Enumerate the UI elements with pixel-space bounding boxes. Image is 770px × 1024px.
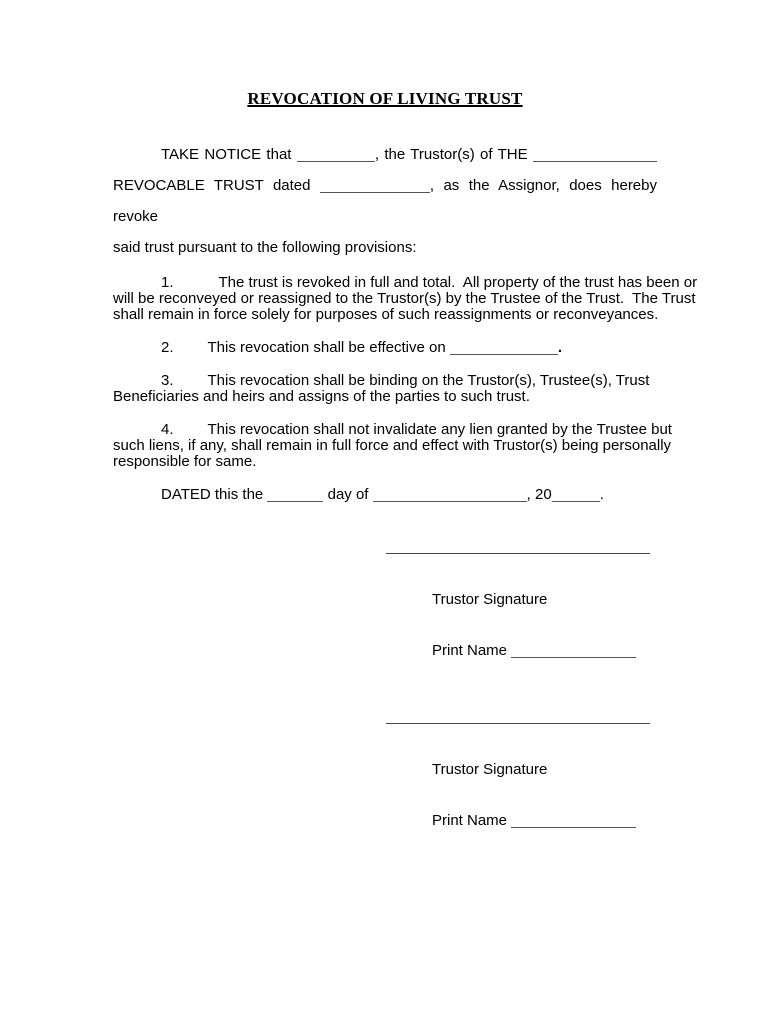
clause-1-text: The trust is revoked in full and total. All property of the trust has been or bbox=[218, 274, 698, 291]
signature-block-1 bbox=[386, 553, 650, 693]
clause-3-text: This revocation shall be binding on the Trustor(s), Trustee(s), Trust bbox=[207, 372, 650, 389]
clause-4-line-1 bbox=[113, 421, 672, 438]
opening-line-2 bbox=[113, 170, 657, 232]
dated-line bbox=[113, 487, 657, 503]
clause-4-text: This revocation shall not invalidate any lien granted by the Trustee but bbox=[207, 421, 672, 438]
print-name-blank-1[interactable] bbox=[511, 657, 636, 658]
print-name-label-1: Print Name bbox=[432, 642, 508, 659]
clause-4-number: 4. bbox=[161, 421, 174, 438]
clause-1 bbox=[113, 274, 698, 323]
clause-1-number: 1. bbox=[161, 274, 174, 291]
print-name-row-2 bbox=[432, 812, 650, 829]
clause-2 bbox=[113, 340, 657, 356]
trustor-name-blank[interactable] bbox=[297, 161, 375, 162]
clause-3-number: 3. bbox=[161, 372, 174, 389]
opening-line-1-mid-text: , the Trustor(s) of THE bbox=[374, 146, 528, 163]
signature-block-2-labels bbox=[386, 724, 650, 863]
dated-text: DATED this the bbox=[161, 486, 264, 503]
clause-1-line-3: shall remain in force solely for purposes of such reassignments or reconveyances. bbox=[113, 306, 659, 323]
clause-4 bbox=[113, 421, 672, 470]
opening-paragraph bbox=[113, 139, 657, 263]
dated-mid-text: day of bbox=[327, 486, 369, 503]
clause-3 bbox=[113, 373, 657, 405]
clause-2-line-1 bbox=[113, 340, 657, 356]
day-number-blank[interactable] bbox=[267, 501, 323, 502]
clause-4-line-3: responsible for same. bbox=[113, 453, 257, 470]
signature-block-1-labels bbox=[386, 554, 650, 693]
print-name-blank-2[interactable] bbox=[511, 827, 636, 828]
print-name-label-2: Print Name bbox=[432, 812, 508, 829]
clause-3-line-1 bbox=[113, 373, 657, 389]
year-blank[interactable] bbox=[552, 501, 600, 502]
signature-block-2 bbox=[386, 723, 650, 863]
clause-3-line-2: Beneficiaries and heirs and assigns of the parties to such trust. bbox=[113, 388, 530, 405]
dated-period: . bbox=[599, 486, 604, 503]
trust-name-blank[interactable] bbox=[533, 161, 657, 162]
clause-2-text: This revocation shall be effective on bbox=[207, 339, 446, 356]
effective-date-blank[interactable] bbox=[450, 354, 558, 355]
trustor-signature-label-2: Trustor Signature bbox=[432, 761, 548, 778]
dated-year-text: , 20 bbox=[526, 486, 552, 503]
clause-1-line-1 bbox=[113, 274, 698, 291]
print-name-row-1 bbox=[432, 642, 650, 659]
clause-1-line-2: will be reconveyed or reassigned to the Trustor(s) by the Trustee of the Trust. The Trust bbox=[113, 290, 696, 307]
trustor-signature-label-1: Trustor Signature bbox=[432, 591, 548, 608]
month-blank[interactable] bbox=[373, 501, 527, 502]
clause-2-number: 2. bbox=[161, 339, 174, 356]
document-content bbox=[0, 89, 770, 863]
document-title: REVOCATION OF LIVING TRUST bbox=[247, 89, 523, 108]
opening-line-1-text: TAKE NOTICE that bbox=[161, 146, 292, 163]
clause-2-period: . bbox=[557, 339, 563, 356]
opening-line-2-text: REVOCABLE TRUST dated bbox=[113, 177, 311, 194]
opening-line-3: said trust pursuant to the following provisions: bbox=[113, 239, 417, 256]
clause-4-line-2: such liens, if any, shall remain in full force and effect with Trustor(s) being personally bbox=[113, 437, 672, 454]
opening-line-2-end-text: , as the Assignor, does hereby revoke bbox=[113, 177, 657, 225]
opening-line-1 bbox=[113, 139, 657, 170]
trust-date-blank[interactable] bbox=[320, 192, 430, 193]
